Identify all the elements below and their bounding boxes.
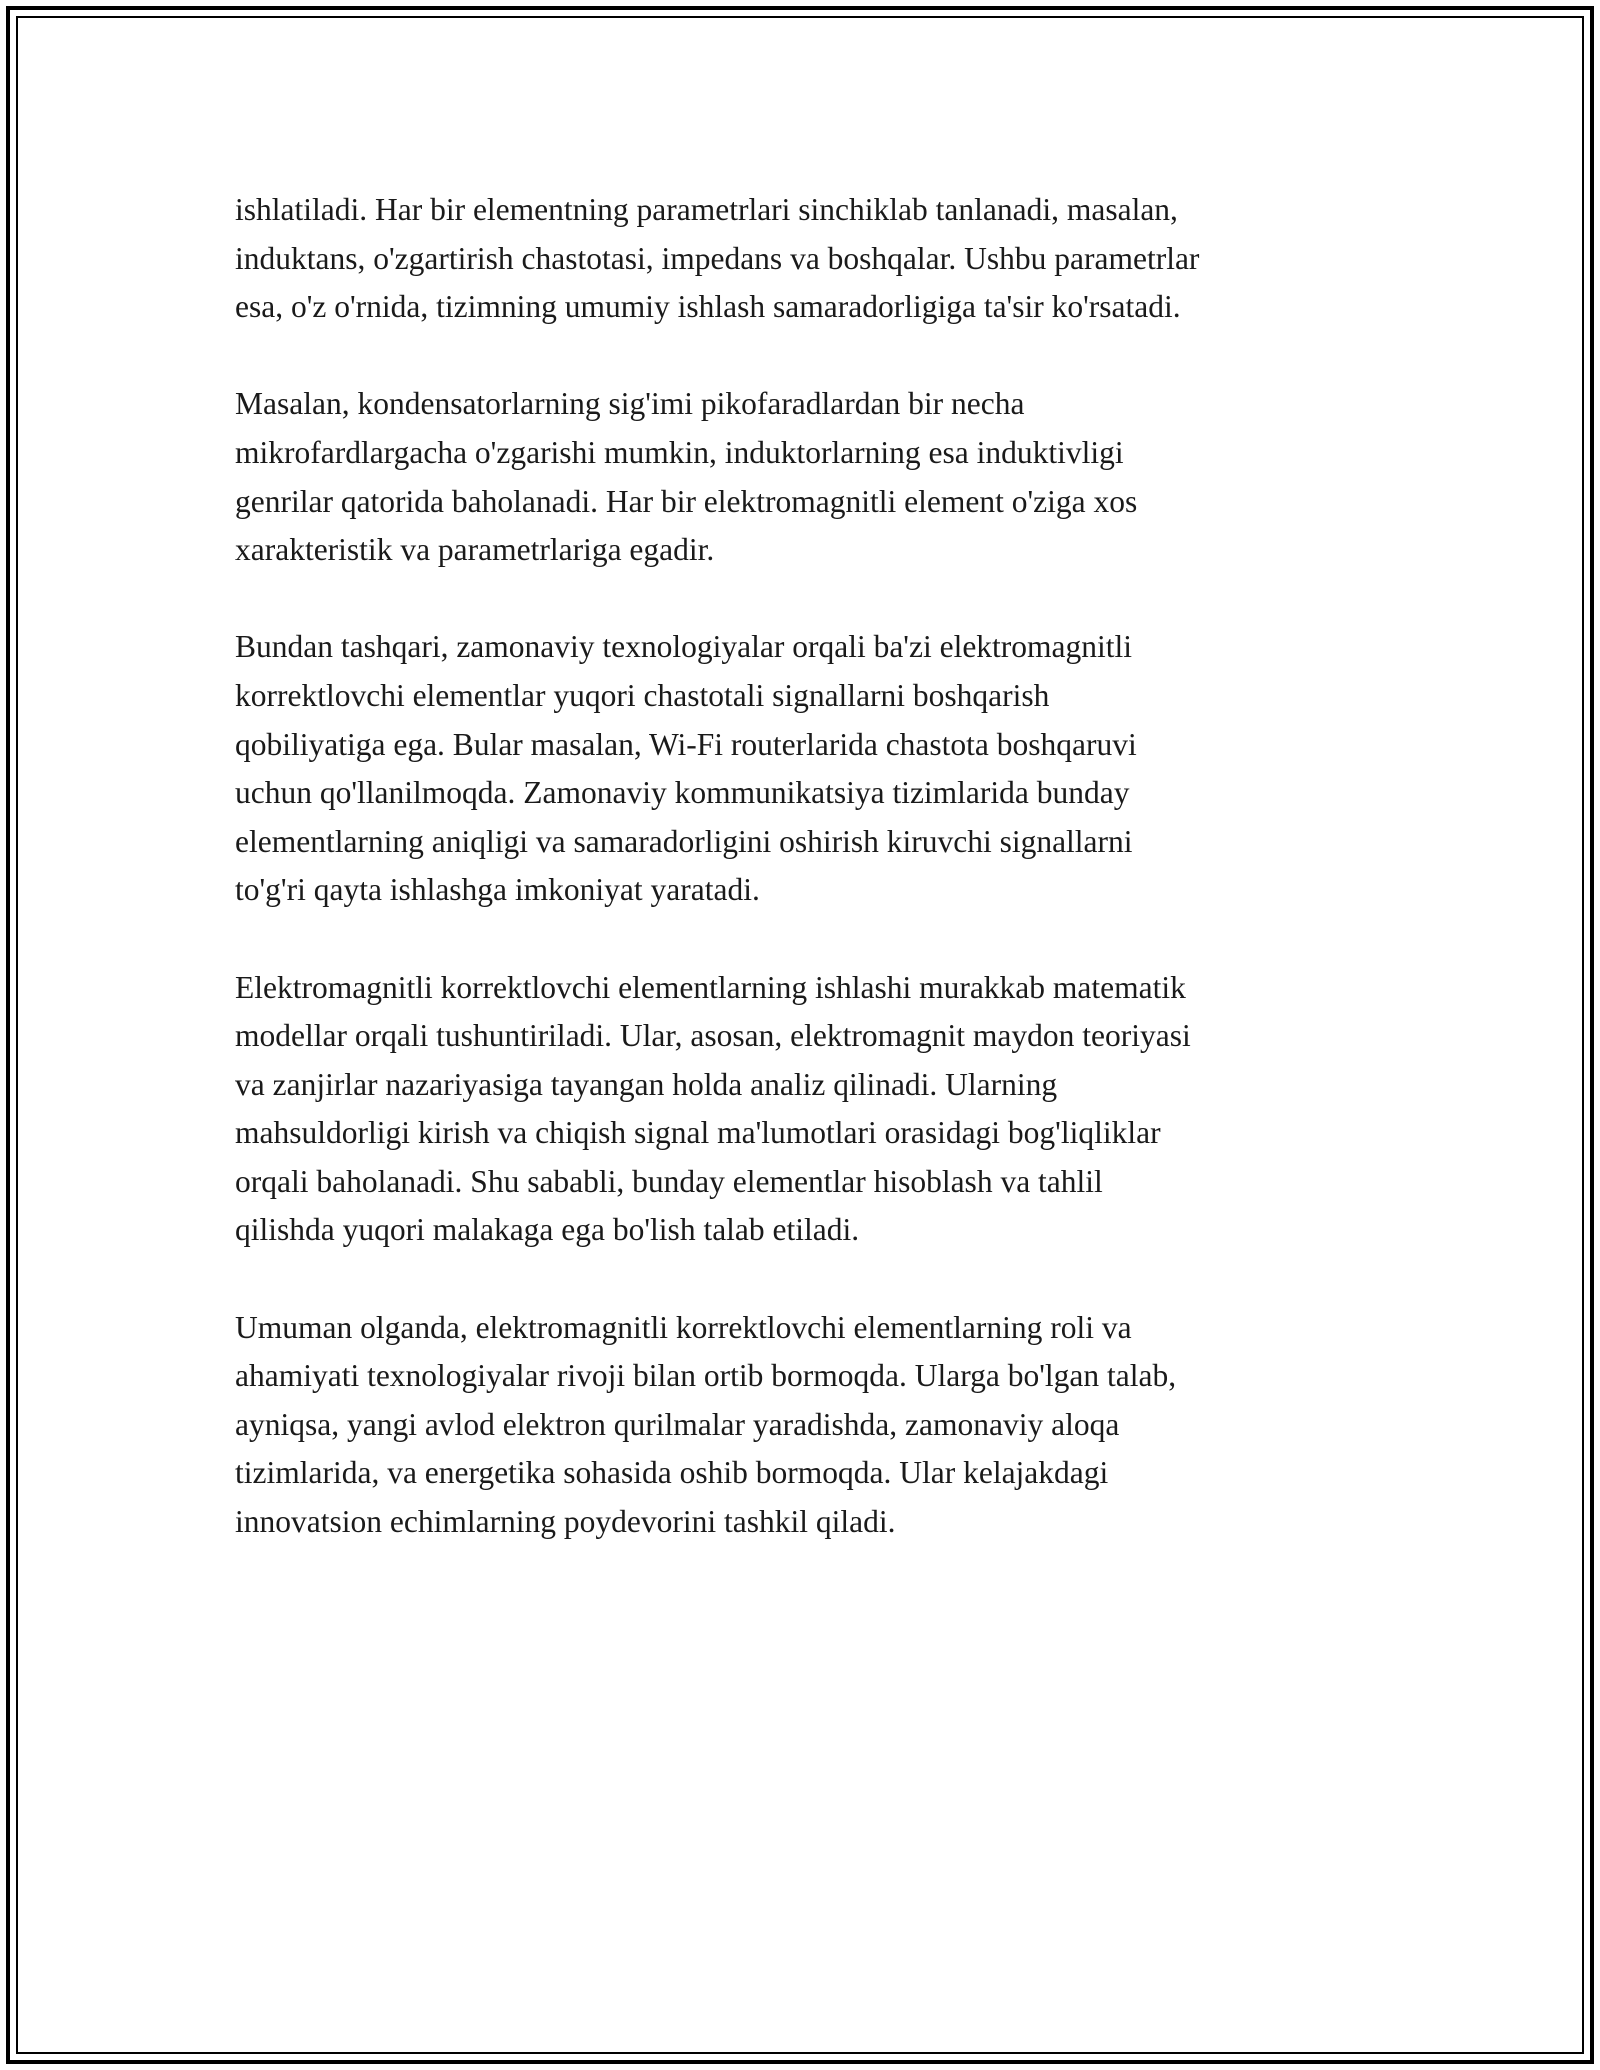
text-line: korrektlovchi elementlar yuqori chastotali signallarni boshqarish [235, 677, 1050, 713]
text-line: induktans, o'zgartirish chastotasi, impedans va boshqalar. Ushbu parametrlar [235, 240, 1200, 276]
document-body [235, 186, 1385, 1595]
text-line: mikrofardlargacha o'zgarishi mumkin, induktorlarning esa induktivligi [235, 434, 1124, 470]
text-line: Umuman olganda, elektromagnitli korrektlovchi elementlarning roli va [235, 1309, 1132, 1345]
paragraph [235, 380, 1385, 574]
paragraph [235, 1304, 1385, 1547]
text-line: va zanjirlar nazariyasiga tayangan holda analiz qilinadi. Ularning [235, 1066, 1058, 1102]
text-line: orqali baholanadi. Shu sababli, bunday elementlar hisoblash va tahlil [235, 1163, 1103, 1199]
text-line: xarakteristik va parametrlariga egadir. [235, 532, 715, 568]
text-line: ahamiyati texnologiyalar rivoji bilan ortib bormoqda. Ularga bo'lgan talab, [235, 1358, 1177, 1394]
text-line: uchun qo'llanilmoqda. Zamonaviy kommunikatsiya tizimlarida bunday [235, 775, 1130, 811]
text-line: esa, o'z o'rnida, tizimning umumiy ishlash samaradorligiga ta'sir ko'rsatadi. [235, 289, 1181, 325]
text-line: qobiliyatiga ega. Bular masalan, Wi-Fi routerlarida chastota boshqaruvi [235, 726, 1137, 762]
text-line: elementlarning aniqligi va samaradorligini oshirish kiruvchi signallarni [235, 823, 1133, 859]
paragraph [235, 964, 1385, 1256]
text-line: tizimlarida, va energetika sohasida oshib bormoqda. Ular kelajakdagi [235, 1455, 1109, 1491]
paragraph [235, 186, 1385, 332]
text-line: qilishda yuqori malakaga ega bo'lish talab etiladi. [235, 1212, 860, 1248]
text-line: mahsuldorligi kirish va chiqish signal ma'lumotlari orasidagi bog'liqliklar [235, 1115, 1161, 1151]
text-line: genrilar qatorida baholanadi. Har bir elektromagnitli element o'ziga xos [235, 483, 1138, 519]
text-line: ishlatiladi. Har bir elementning parametrlari sinchiklab tanlanadi, masalan, [235, 192, 1178, 227]
text-line: modellar orqali tushuntiriladi. Ular, asosan, elektromagnit maydon teoriyasi [235, 1018, 1191, 1054]
text-line: ayniqsa, yangi avlod elektron qurilmalar yaradishda, zamonaviy aloqa [235, 1406, 1120, 1442]
text-line: innovatsion echimlarning poydevorini tashkil qiladi. [235, 1504, 896, 1540]
text-line: Elektromagnitli korrektlovchi elementlarning ishlashi murakkab matematik [235, 969, 1186, 1005]
paragraph [235, 623, 1385, 915]
text-line: Bundan tashqari, zamonaviy texnologiyalar orqali ba'zi elektromagnitli [235, 629, 1133, 665]
text-line: to'g'ri qayta ishlashga imkoniyat yaratadi. [235, 872, 760, 908]
text-line: Masalan, kondensatorlarning sig'imi pikofaradlardan bir necha [235, 386, 1025, 422]
